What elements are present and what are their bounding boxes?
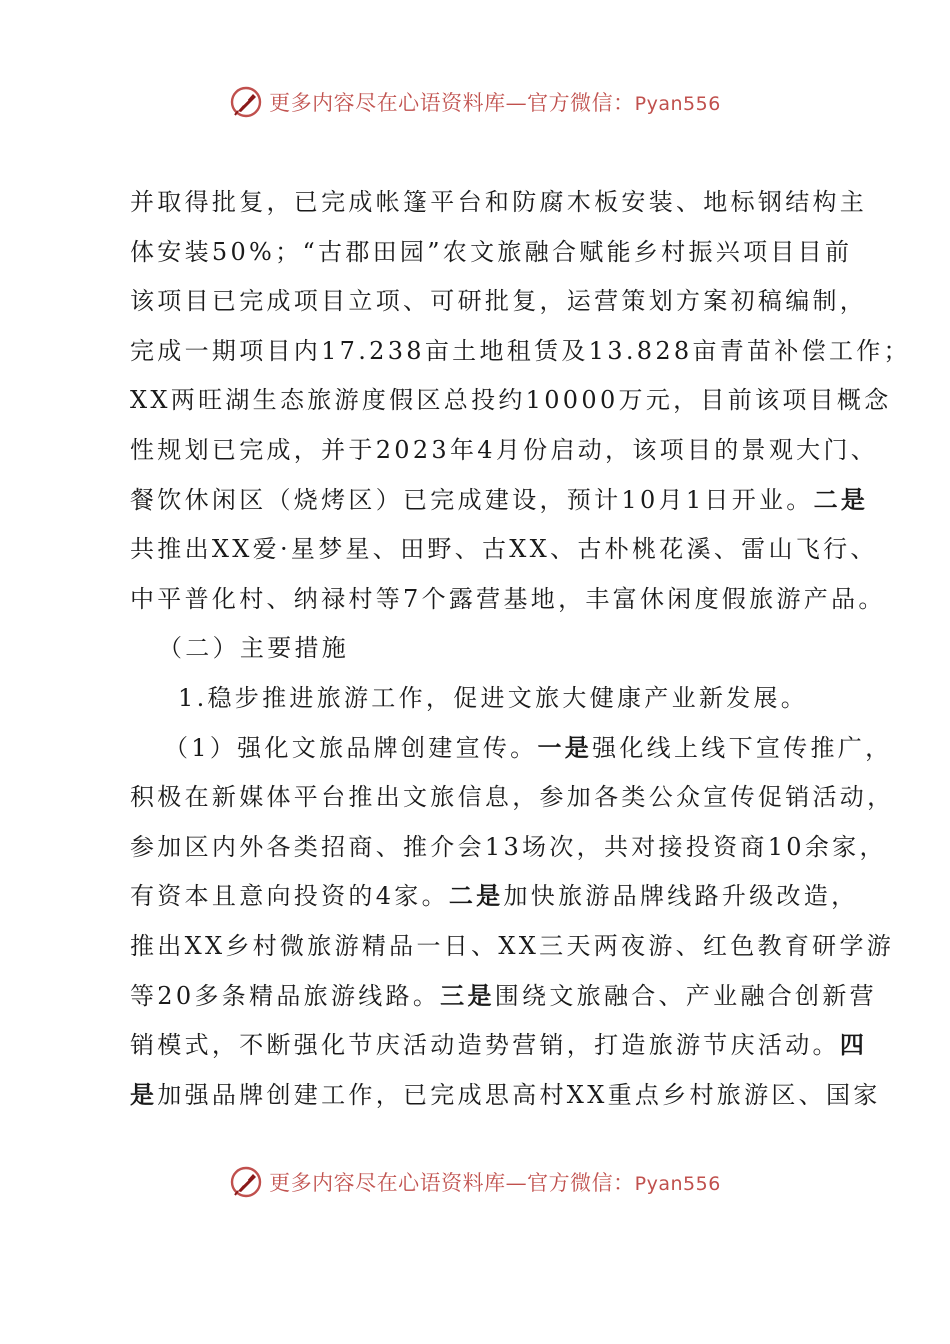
paragraph-line: 有资本且意向投资的4家。二是加快旅游品牌线路升级改造， (130, 882, 859, 911)
paragraph-line: 完成一期项目内17.238亩土地租赁及13.828亩青苗补偿工作； (130, 336, 911, 365)
footer-watermark (0, 1162, 950, 1202)
quill-logo-icon (229, 85, 263, 119)
subsection-heading: 1.稳步推进旅游工作，促进文旅大健康产业新发展。 (178, 683, 809, 712)
watermark-text: 更多内容尽在心语资料库—官方微信：Pyan556 (269, 1171, 721, 1195)
document-body (130, 178, 911, 1120)
paragraph-line: 并取得批复，已完成帐篷平台和防腐木板安装、地标钢结构主 (130, 188, 868, 216)
header-watermark (0, 82, 950, 122)
paragraph-line: 性规划已完成，并于2023年4月份启动，该项目的景观大门、 (130, 435, 879, 464)
paragraph-line: （1）强化文旅品牌创建宣传。一是强化线上线下宣传推广， (164, 733, 893, 762)
paragraph-line: 参加区内外各类招商、推介会13场次，共对接投资商10余家， (130, 832, 887, 861)
paragraph-line: 是加强品牌创建工作，已完成思高村XX重点乡村旅游区、国家 (130, 1080, 881, 1109)
paragraph-line: 共推出XX爱·星梦星、田野、古XX、古朴桃花溪、雷山飞行、 (130, 535, 878, 564)
paragraph-line: 等20多条精品旅游线路。三是围绕文旅融合、产业融合创新营 (130, 981, 877, 1010)
paragraph-line: XX两旺湖生态旅游度假区总投约10000万元，目前该项目概念 (130, 386, 892, 415)
watermark-text: 更多内容尽在心语资料库—官方微信：Pyan556 (269, 91, 721, 115)
paragraph-line: 销模式，不断强化节庆活动造势营销，打造旅游节庆活动。四 (130, 1031, 868, 1060)
paragraph-line: 该项目已完成项目立项、可研批复，运营策划方案初稿编制， (130, 287, 868, 316)
section-heading: （二）主要措施 (158, 634, 350, 663)
paragraph-line: 积极在新媒体平台推出文旅信息，参加各类公众宣传促销活动， (130, 783, 895, 812)
paragraph-line: 中平普化村、纳禄村等7个露营基地，丰富休闲度假旅游产品。 (130, 584, 886, 613)
paragraph-line: 体安装50%；“古郡田园”农文旅融合赋能乡村振兴项目目前 (130, 237, 853, 266)
quill-logo-icon (229, 1165, 263, 1199)
paragraph-line: 餐饮休闲区（烧烤区）已完成建设，预计10月1日开业。二是 (130, 485, 869, 514)
paragraph-line: 推出XX乡村微旅游精品一日、XX三天两夜游、红色教育研学游 (130, 931, 895, 960)
